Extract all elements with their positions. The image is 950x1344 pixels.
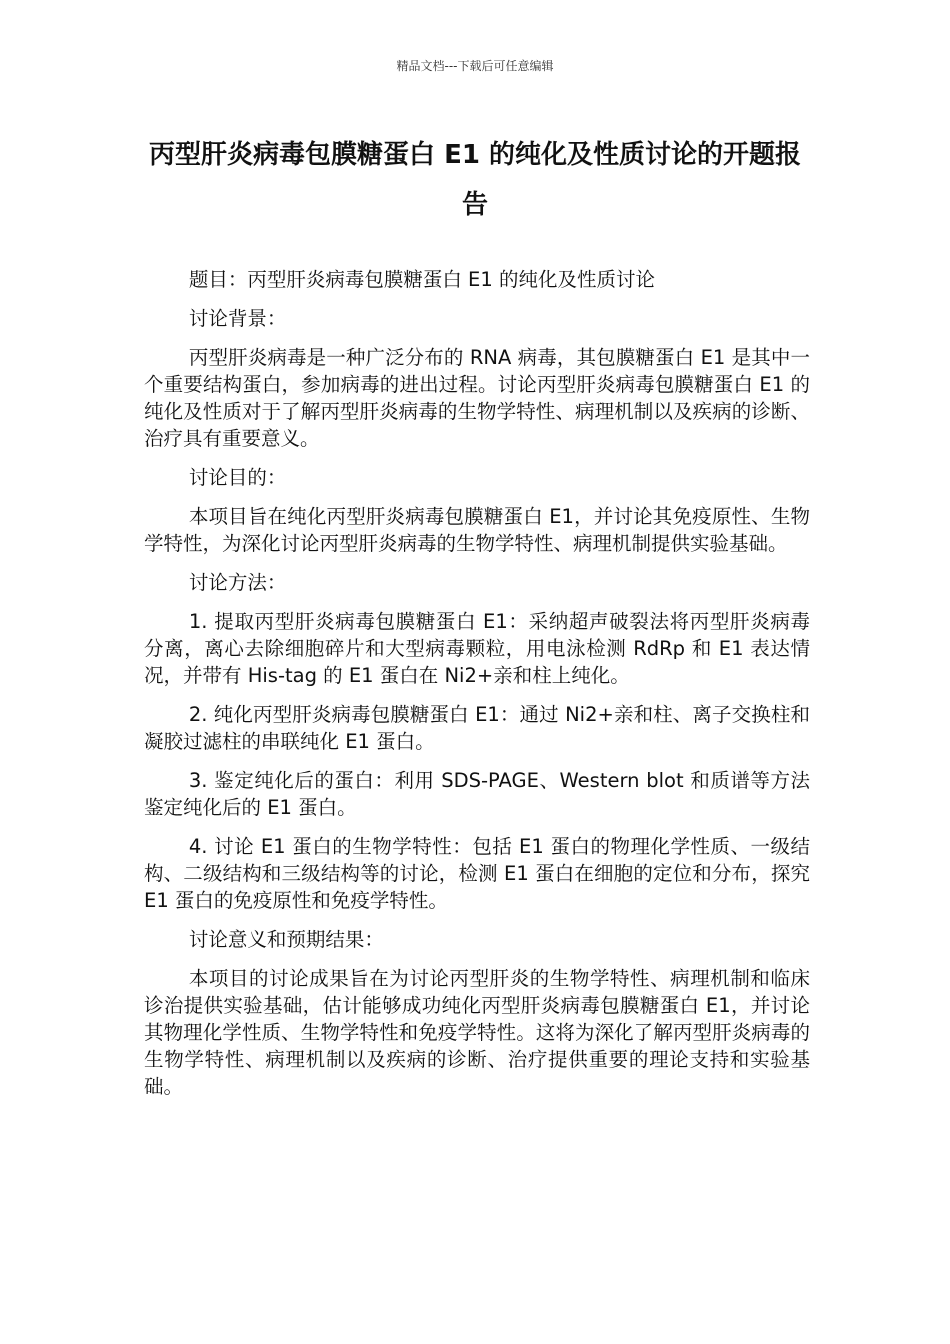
paragraph-method-3: 3. 鉴定纯化后的蛋白：利用 SDS-PAGE、Western blot 和质谱等方法鉴定纯化后的 E1 蛋白。 [144, 769, 810, 819]
paragraph-purpose: 本项目旨在纯化丙型肝炎病毒包膜糖蛋白 E1，并讨论其免疫原性、生物学特性，为深化讨论丙型肝炎病毒的生物学特性、病理机制提供实验基础。 [144, 505, 810, 555]
section-heading-methods: 讨论方法： [188, 571, 287, 594]
section-heading-background: 讨论背景： [188, 307, 287, 330]
document-title: 丙型肝炎病毒包膜糖蛋白 E1 的纯化及性质讨论的开题报告 [149, 140, 801, 220]
paragraph-significance: 本项目的讨论成果旨在为讨论丙型肝炎的生物学特性、病理机制和临床诊治提供实验基础，估计能够成功纯化丙型肝炎病毒包膜糖蛋白 E1，并讨论其物理化学性质、生物学特性和免疫学特性。这将为深化了解丙型肝炎病毒的生物学特性、病理机制以及疾病的诊断、治疗提供重要的理论支持和实验基础。 [144, 967, 810, 1098]
section-heading-significance: 讨论意义和预期结果： [188, 928, 384, 951]
document-body [144, 266, 810, 1112]
paragraph-background: 丙型肝炎病毒是一种广泛分布的 RNA 病毒，其包膜糖蛋白 E1 是其中一个重要结构蛋白，参加病毒的进出过程。讨论丙型肝炎病毒包膜糖蛋白 E1 的纯化及性质对于了解丙型肝炎病毒的生物学特性、病理机制以及疾病的诊断、治疗具有重要意义。 [144, 346, 810, 450]
paragraph-method-4: 4. 讨论 E1 蛋白的生物学特性：包括 E1 蛋白的物理化学性质、一级结构、二级结构和三级结构等的讨论，检测 E1 蛋白在细胞的定位和分布，探究 E1 蛋白的免疫原性和免疫学特性。 [144, 835, 810, 912]
header-note: 精品文档---下载后可任意编辑 [396, 59, 554, 73]
paragraph-method-2: 2. 纯化丙型肝炎病毒包膜糖蛋白 E1：通过 Ni2+亲和柱、离子交换柱和凝胶过滤柱的串联纯化 E1 蛋白。 [144, 703, 810, 753]
paragraph-method-1: 1. 提取丙型肝炎病毒包膜糖蛋白 E1：采纳超声破裂法将丙型肝炎病毒分离，离心去除细胞碎片和大型病毒颗粒，用电泳检测 RdRp 和 E1 表达情况，并带有 His-tag 的 E1 蛋白在 Ni2+亲和柱上纯化。 [144, 610, 810, 687]
section-heading-purpose: 讨论目的： [188, 466, 287, 489]
paragraph-topic: 题目：丙型肝炎病毒包膜糖蛋白 E1 的纯化及性质讨论 [188, 268, 655, 291]
